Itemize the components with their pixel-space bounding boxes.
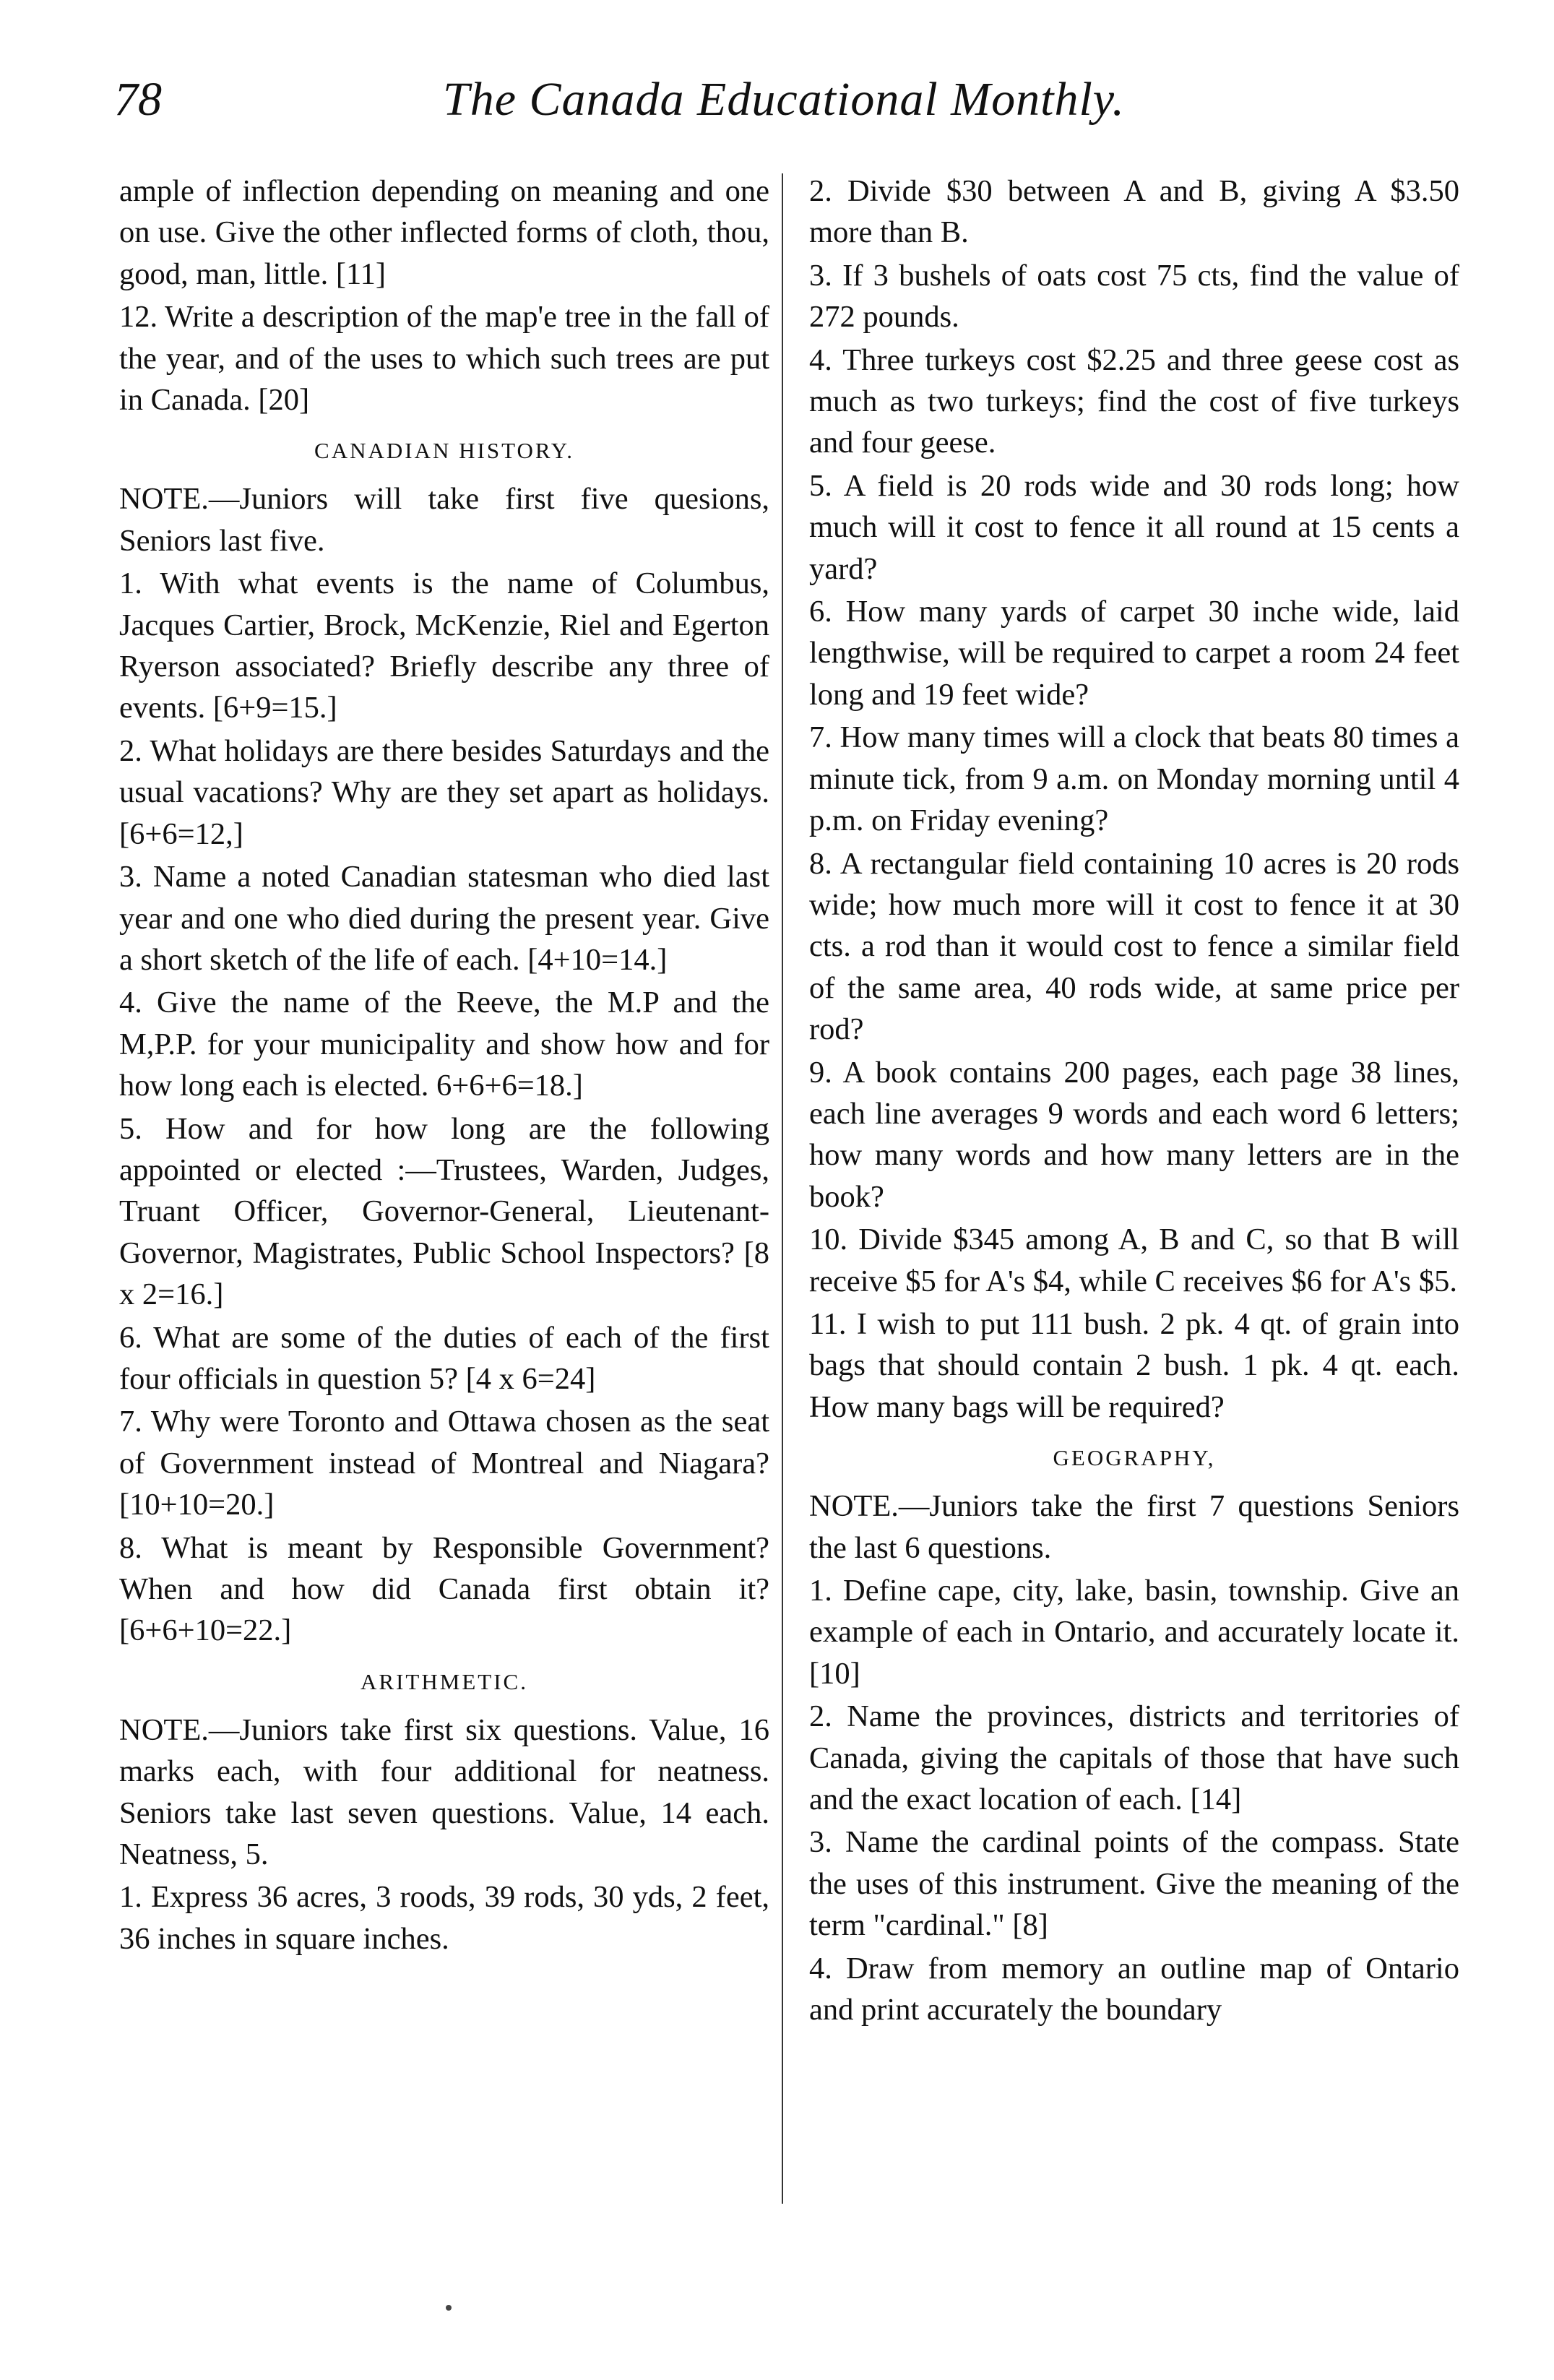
question: 3. Name a noted Canadian statesman who died last year and one who died during the present year. Give a short sketch of the life of each. [4+10=14.]	[119, 860, 769, 977]
section-note: NOTE.—Juniors take first six questions. Value, 16 marks each, with four additional for neatness. Seniors take last seven questions. Value, 14 each. Neatness, 5.	[119, 1712, 769, 1872]
question: 8. What is meant by Responsible Government? When and how did Canada first obtain it? [6+6+10=22.]	[119, 1530, 769, 1648]
section-note: NOTE.—Juniors take the first 7 questions Seniors the last 6 questions.	[809, 1489, 1459, 1565]
print-speck	[446, 2305, 452, 2311]
question: 9. A book contains 200 pages, each page 38 lines, each line averages 9 words and each word 6 letters; how many words and how many letters are in the book?	[809, 1055, 1459, 1214]
question: 10. Divide $345 among A, B and C, so that B will receive $5 for A's $4, while C receives $6 for A's $5.	[809, 1223, 1459, 1298]
section-note: NOTE.—Juniors will take first five quesions, Seniors last five.	[119, 482, 769, 558]
question: 2. What holidays are there besides Saturdays and the usual vacations? Why are they set apart as holidays. [6+6=12,]	[119, 733, 769, 851]
question: 1. Express 36 acres, 3 roods, 39 rods, 30 yds, 2 feet, 36 inches in square inches.	[119, 1880, 769, 1956]
question: 2. Name the provinces, districts and territories of Canada, giving the capitals of those that have such and the exact location of each. [14]	[809, 1699, 1459, 1817]
section-heading-arithmetic: ARITHMETIC.	[361, 1668, 528, 1694]
page-number: 78	[114, 73, 162, 126]
question: 2. Divide $30 between A and B, giving A $3.50 more than B.	[809, 174, 1459, 250]
question: 4. Give the name of the Reeve, the M.P and the M,P.P. for your municipality and show how and for how long each is elected. 6+6+6=18.]	[119, 986, 769, 1103]
section-heading-geography: GEOGRAPHY,	[1053, 1445, 1216, 1471]
question: 4. Draw from memory an outline map of Ontario and print accurately the boundary	[809, 1951, 1459, 2027]
journal-title: The Canada Educational Monthly.	[443, 73, 1125, 126]
question: 5. How and for how long are the following appointed or elected :—Trustees, Warden, Judges, Truant Officer, Governor-General, Lieutenant-Governor, Magistrates, Public School Inspectors? [8 x 2=16.]	[119, 1111, 769, 1312]
question: 11. I wish to put 111 bush. 2 pk. 4 qt. of grain into bags that should contain 2 bush. 1 pk. 4 qt. each. How many bags will be required?	[809, 1306, 1459, 1424]
question: 5. A field is 20 rods wide and 30 rods long; how much will it cost to fence it all round at 15 cents a yard?	[809, 468, 1459, 586]
question: 8. A rectangular field containing 10 acres is 20 rods wide; how much more will it cost to fence it at 30 cts. a rod than it would cost to fence a similar field of the same area, 40 rods wide, at same price per rod?	[809, 846, 1459, 1047]
question: 6. How many yards of carpet 30 inche wide, laid lengthwise, will be required to carpet a room 24 feet long and 19 feet wide?	[809, 595, 1459, 712]
question: 3. If 3 bushels of oats cost 75 cts, find the value of 272 pounds.	[809, 258, 1459, 335]
column-divider	[782, 173, 783, 2204]
question: 7. Why were Toronto and Ottawa chosen as the seat of Government instead of Montreal and Niagara? [10+10=20.]	[119, 1405, 769, 1522]
question: 12. Write a description of the map'e tree in the fall of the year, and of the uses to which such trees are put in Canada. [20]	[119, 300, 769, 418]
right-column	[809, 171, 1459, 2032]
question: 3. Name the cardinal points of the compass. State the uses of this instrument. Give the meaning of the term "cardinal." [8]	[809, 1825, 1459, 1943]
left-column	[119, 171, 769, 1961]
paragraph: ample of inflection depending on meaning and one on use. Give the other inflected forms of cloth, thou, good, man, little. [11]	[119, 174, 769, 291]
question: 6. What are some of the duties of each of the first four officials in question 5? [4 x 6=24]	[119, 1320, 769, 1396]
question: 7. How many times will a clock that beats 80 times a minute tick, from 9 a.m. on Monday morning until 4 p.m. on Friday evening?	[809, 720, 1459, 838]
section-heading-canadian-history: CANADIAN HISTORY.	[314, 438, 574, 464]
question: 1. Define cape, city, lake, basin, township. Give an example of each in Ontario, and accurately locate it. [10]	[809, 1574, 1459, 1691]
question: 4. Three turkeys cost $2.25 and three geese cost as much as two turkeys; find the cost of five turkeys and four geese.	[809, 342, 1459, 460]
question: 1. With what events is the name of Columbus, Jacques Cartier, Brock, McKenzie, Riel and Egerton Ryerson associated? Briefly describe any three of events. [6+9=15.]	[119, 566, 769, 725]
page-header	[108, 52, 1459, 139]
